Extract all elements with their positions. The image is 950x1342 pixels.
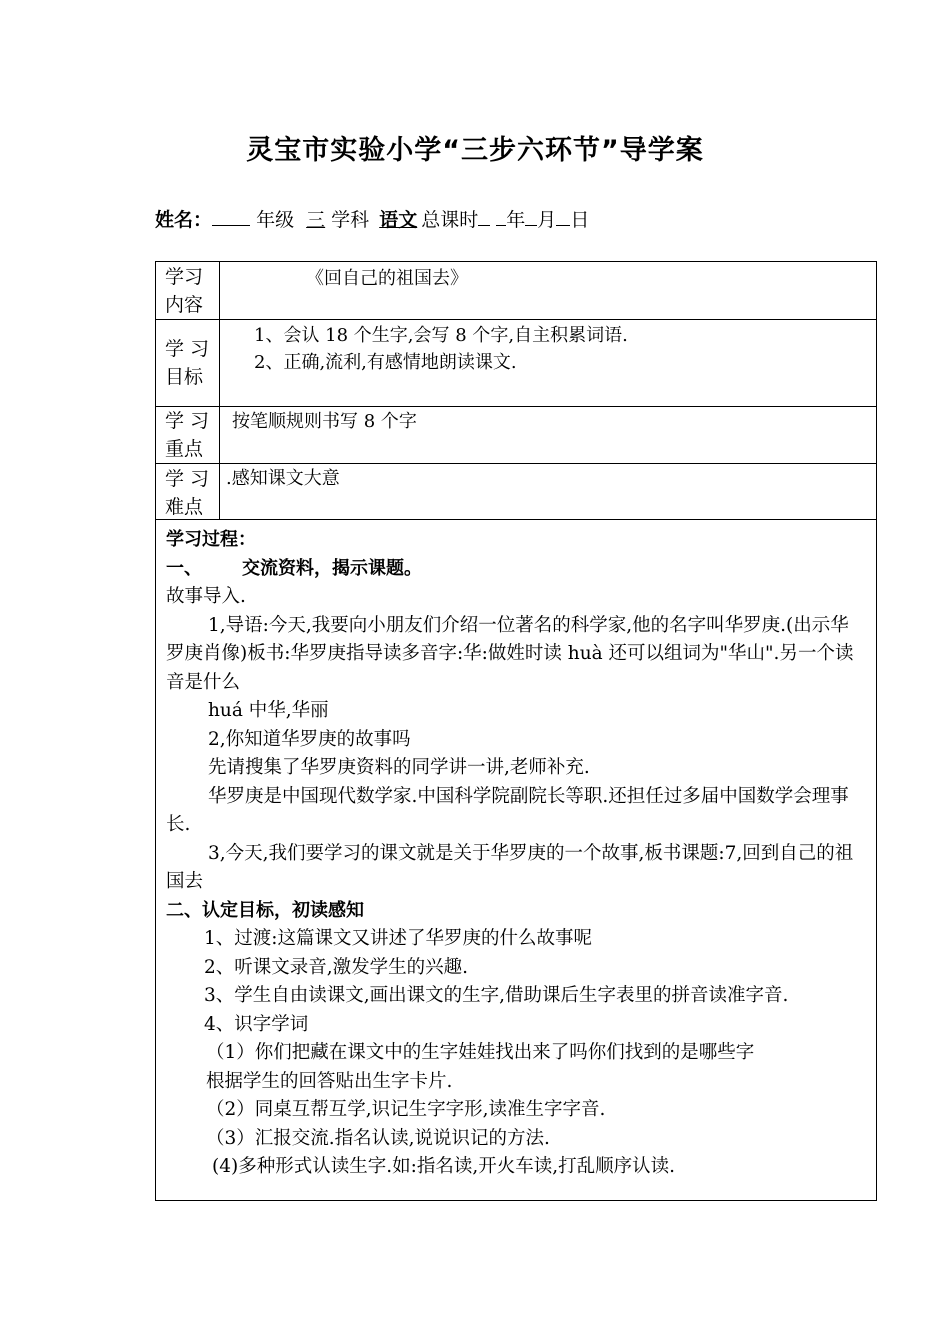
step: 3、学生自由读课文,画出课文的生字,借助课后生字表里的拼音读准字音. xyxy=(204,985,789,1006)
step: 根据学生的回答贴出生字卡片. xyxy=(206,1070,453,1092)
step: （1）你们把藏在课文中的生字娃娃找出来了吗你们找到的是哪些字 xyxy=(206,1042,755,1063)
step: 1、过渡:这篇课文又讲述了华罗庚的什么故事呢 xyxy=(204,928,593,949)
row-content xyxy=(156,262,876,320)
name-label: 姓名： xyxy=(155,209,213,231)
month-blank[interactable] xyxy=(525,208,537,226)
step: （2）同桌互帮互学,识记生字字形,读准生字字音. xyxy=(206,1099,606,1120)
paragraph: 2,你知道华罗庚的故事吗 xyxy=(208,728,411,750)
subject-label: 学科 xyxy=(331,209,370,231)
step: 4、识字学词 xyxy=(204,1013,309,1035)
document-title: 灵宝市实验小学“三步六环节”导学案 xyxy=(246,135,704,166)
step: （3）汇报交流.指名认读,说说识记的方法. xyxy=(206,1127,550,1149)
year-blank[interactable] xyxy=(496,208,506,226)
student-info-line xyxy=(155,205,589,232)
section-heading-1: 一、 交流资料，揭示课题。 xyxy=(166,557,422,579)
year-label: 年 xyxy=(506,209,526,231)
paragraph: 3,今天,我们要学习的课文就是关于华罗庚的一个故事,板书课题:7,回到自己的祖国去 xyxy=(166,842,854,892)
paragraph: 先请搜集了华罗庚资料的同学讲一讲,老师补充. xyxy=(208,757,590,778)
grade-label: 年级 xyxy=(256,209,295,231)
row-key-points xyxy=(156,407,876,464)
day-label: 日 xyxy=(570,209,590,231)
row-value: .感知课文大意 xyxy=(226,468,340,489)
row-label: 学 习 难点 xyxy=(156,464,220,519)
step: (4)多种形式认读生字.如:指名读,开火车读,打乱顺序认读. xyxy=(212,1156,675,1177)
month-label: 月 xyxy=(537,209,557,231)
grade-value: 三 xyxy=(306,209,326,231)
row-label: 学 习 重点 xyxy=(156,407,220,463)
day-blank[interactable] xyxy=(556,208,570,226)
row-difficulties xyxy=(156,464,876,520)
row-label: 学 习 目标 xyxy=(156,320,220,406)
row-value: 1、会认 18 个生字,会写 8 个字,自主积累词语. 2、正确,流利,有感情地朗读课文. xyxy=(254,325,628,373)
row-value: 《回自己的祖国去》 xyxy=(306,268,468,289)
row-value: 按笔顺规则书写 8 个字 xyxy=(232,411,417,432)
section-heading-2: 二、认定目标，初读感知 xyxy=(166,899,364,921)
paragraph: 故事导入. xyxy=(166,586,246,607)
row-label: 学习 内容 xyxy=(156,262,220,319)
name-blank[interactable] xyxy=(212,208,250,226)
total-hours-label: 总课时 xyxy=(421,209,479,231)
lesson-plan-table xyxy=(155,261,877,1201)
learning-process xyxy=(156,520,876,1200)
row-goals xyxy=(156,320,876,407)
paragraph: 1,导语:今天,我要向小朋友们介绍一位著名的科学家,他的名字叫华罗庚.(出示华罗庚肖像)板书:华罗庚指导读多音字:华:做姓时读 huà 还可以组词为"华山".另一个读音是什么 xyxy=(166,614,854,693)
process-heading: 学习过程： xyxy=(166,529,256,550)
paragraph: 华罗庚是中国现代数学家.中国科学院副院长等职.还担任过多届中国数学会理事长. xyxy=(166,785,849,835)
step: 2、听课文录音,激发学生的兴趣. xyxy=(204,956,469,978)
total-hours-blank[interactable] xyxy=(478,208,490,226)
paragraph: huá 中华,华丽 xyxy=(208,700,329,721)
subject-value: 语文 xyxy=(379,209,418,231)
